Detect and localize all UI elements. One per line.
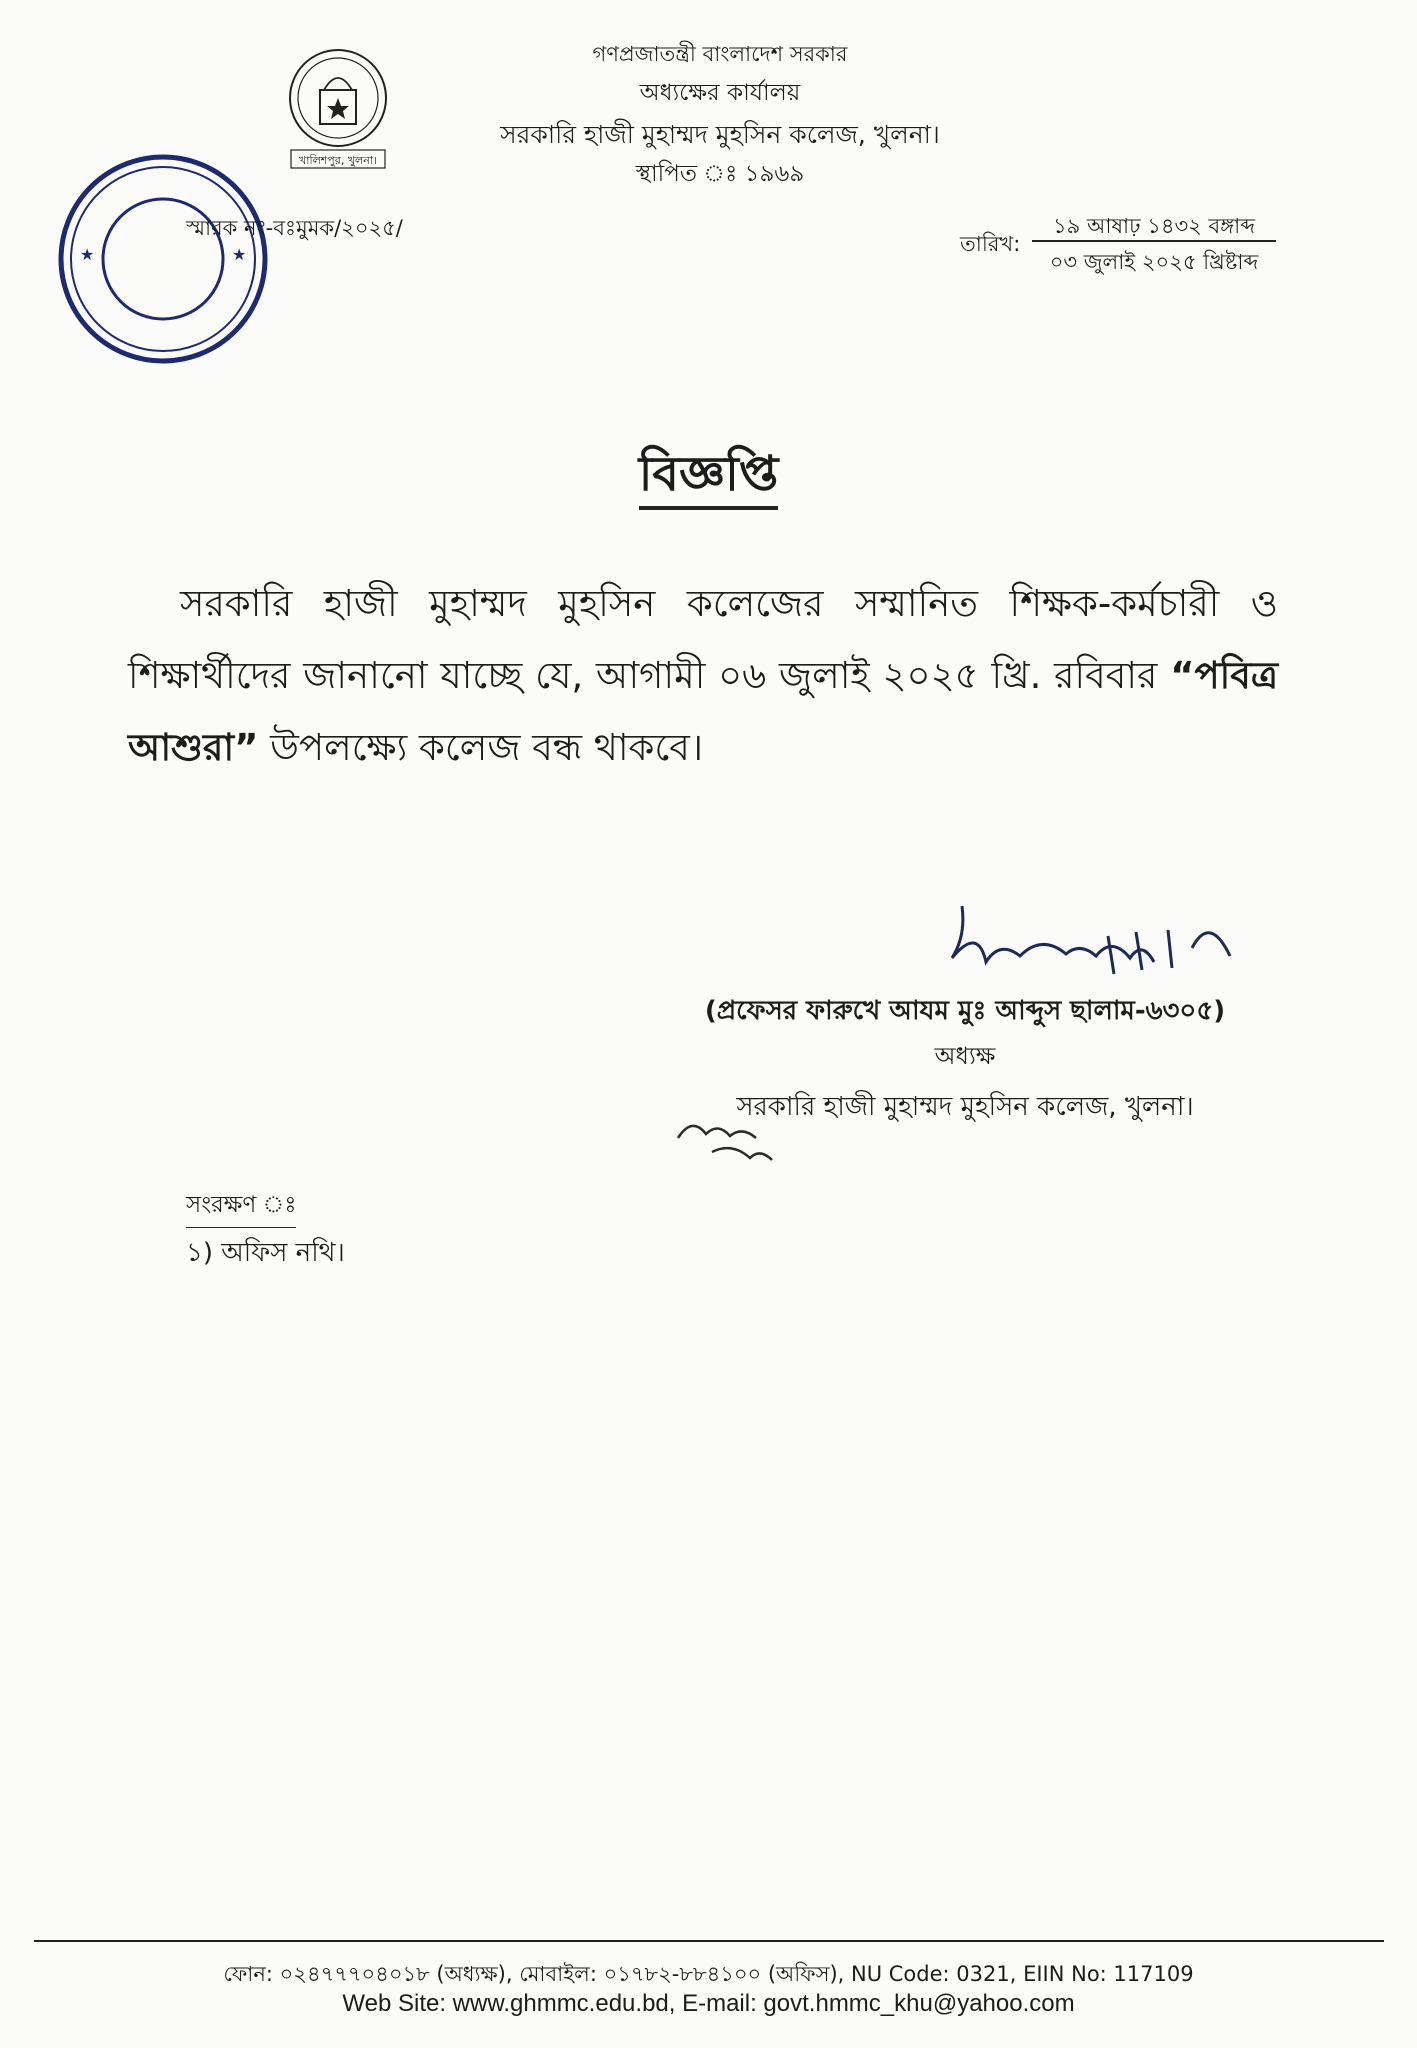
footer-web-email: Web Site: www.ghmmc.edu.bd, E-mail: govt.hmmc_khu@yahoo.com [342, 1990, 1075, 2017]
notice-title [0, 438, 1417, 517]
date-gregorian: ০৩ জুলাই ২০২৫ খ্রিষ্টাব্দ [1049, 250, 1259, 274]
date-label: তারিখ: [960, 232, 1021, 256]
government-name: গণপ্রজাতন্ত্রী বাংলাদেশ সরকার [592, 42, 848, 66]
date-bangla: ১৯ আষাঢ় ১৪৩২ বঙ্গাব্দ [1053, 214, 1255, 238]
initials-mark [672, 1108, 782, 1178]
established-year: স্থাপিত ঃ ১৯৬৯ [635, 161, 805, 187]
footer-divider [34, 1940, 1384, 1942]
logo-caption: খালিশপুর, খুলনা। [299, 154, 377, 167]
notice-text-after: উপলক্ষ্যে কলেজ বন্ধ থাকবে। [258, 726, 704, 769]
date-divider [1032, 240, 1276, 242]
signatory-organization: সরকারি হাজী মুহাম্মদ মুহসিন কলেজ, খুলনা। [736, 1092, 1194, 1122]
signatory-designation: অধ্যক্ষ [934, 1042, 996, 1070]
notice-highlight: “পবিত্র আশুরা” [128, 654, 1278, 769]
svg-text:★: ★ [80, 245, 95, 264]
copy-to-item: ১) অফিস নথি। [186, 1238, 345, 1268]
office-name: অধ্যক্ষের কার্যালয় [639, 80, 801, 106]
footer-contact: ফোন: ০২৪৭৭৭০৪০১৮ (অধ্যক্ষ), মোবাইল: ০১৭৮২-৮৮৪১০০ (অফিস), NU Code: 0321, EIIN No: 117109 [223, 1962, 1194, 1986]
copy-to-heading: সংরক্ষণ ঃ [186, 1186, 296, 1228]
signatory-name: (প্রফেসর ফারুখে আযম মুঃ আব্দুস ছালাম-৬৩০৫) [704, 996, 1226, 1026]
svg-text:★: ★ [232, 245, 247, 264]
college-name: সরকারি হাজী মুহাম্মদ মুহসিন কলেজ, খুলনা। [500, 120, 940, 149]
official-seal-stamp [56, 152, 270, 366]
memo-reference-number: স্মারক নং-বঃমুমক/২০২৫/ [186, 216, 403, 240]
notice-body [128, 568, 1278, 784]
notice-title-text: বিজ্ঞপ্তি [639, 446, 779, 510]
notice-text-before: সরকারি হাজী মুহাম্মদ মুহসিন কলেজের সম্মানিত শিক্ষক-কর্মচারী ও শিক্ষার্থীদের জানানো যাচ্ছে যে, আগামী ০৬ জুলাই ২০২৫ খ্রি. রবিবার [128, 582, 1278, 697]
